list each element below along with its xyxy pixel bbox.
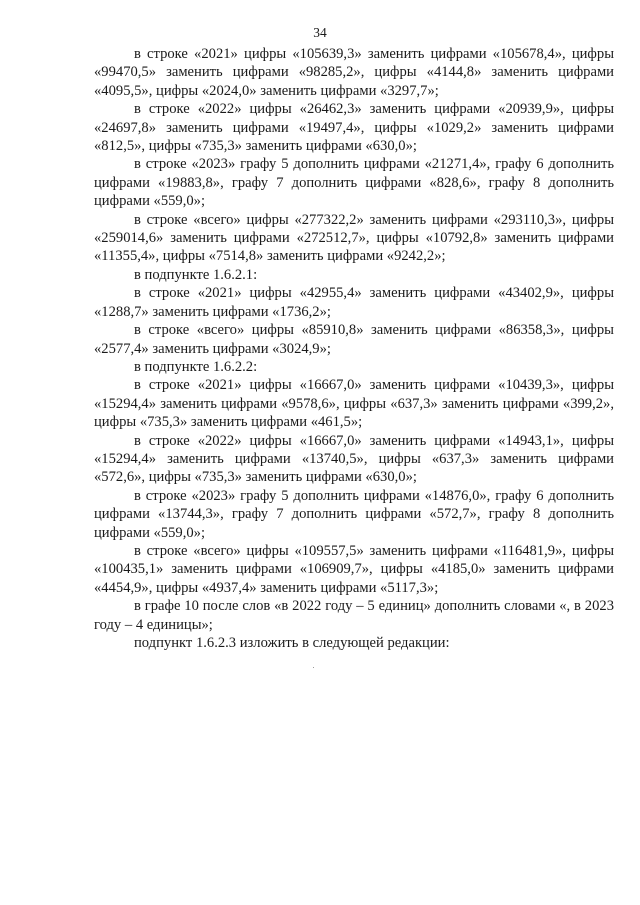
page-number: 34 [313,25,327,40]
paragraph-2021-replacements: в строке «2021» цифры «105639,3» заменить цифрами «105678,4», цифры «99470,5» заменить цифрами «98285,2», цифры «4144,8» заменить цифрами «4095,5», цифры «2024,0» заменить цифрами «3297,7»; [94,46,614,99]
paragraph-1-6-2-1-2021: в строке «2021» цифры «42955,4» заменить цифрами «43402,9», цифры «1288,7» заменить цифрами «1736,2»; [94,285,614,320]
scan-speck [313,667,314,668]
paragraph-1-6-2-2-total: в строке «всего» цифры «109557,5» заменить цифрами «116481,9», цифры «100435,1» заменить цифрами «106909,7», цифры «4185,0» заменить цифрами «4454,9», цифры «4937,4» заменить цифрами «5117,3»; [94,542,614,596]
paragraph-total-replacements: в строке «всего» цифры «277322,2» заменить цифрами «293110,3», цифры «259014,6» заменить цифрами «272512,7», цифры «10792,8» заменить цифрами «11355,4», цифры «7514,8» заменить цифрами «9242,2»; [94,211,614,265]
paragraph-2022-replacements: в строке «2022» цифры «26462,3» заменить цифрами «20939,9», цифры «24697,8» заменить цифрами «19497,4», цифры «1029,2» заменить цифрами «812,5», цифры «735,3» заменить цифрами «630,0»; [94,101,614,155]
paragraph-column-10-addition: в графе 10 после слов «в 2022 году – 5 единиц» дополнить словами «, в 2023 году – 4 единицы»; [94,598,614,633]
paragraph-1-6-2-2-2021: в строке «2021» цифры «16667,0» заменить цифрами «10439,3», цифры «15294,4» заменить цифрами «9578,6», цифры «637,3» заменить цифрами «399,2», цифры «735,3» заменить цифрами «461,5»; [94,377,614,431]
subsection-heading-1-6-2-1: в подпункте 1.6.2.1: [134,266,258,283]
paragraph-2023-additions: в строке «2023» графу 5 дополнить цифрами «21271,4», графу 6 дополнить цифрами «19883,8», графу 7 дополнить цифрами «828,6», графу 8 дополнить цифрами «559,0»; [94,156,614,210]
subsection-heading-1-6-2-2: в подпункте 1.6.2.2: [134,358,258,375]
document-body [94,45,614,652]
paragraph-1-6-2-3-intro: подпункт 1.6.2.3 изложить в следующей редакции: [134,635,450,651]
paragraph-1-6-2-2-2022: в строке «2022» цифры «16667,0» заменить цифрами «14943,1», цифры «15294,4» заменить цифрами «13740,5», цифры «637,3» заменить цифрами «572,6», цифры «735,3» заменить цифрами «630,0»; [94,432,614,486]
paragraph-1-6-2-1-total: в строке «всего» цифры «85910,8» заменить цифрами «86358,3», цифры «2577,4» заменить цифрами «3024,9»; [94,322,614,357]
paragraph-1-6-2-2-2023: в строке «2023» графу 5 дополнить цифрами «14876,0», графу 6 дополнить цифрами «13744,3», графу 7 дополнить цифрами «572,7», графу 8 дополнить цифрами «559,0»; [94,487,614,541]
